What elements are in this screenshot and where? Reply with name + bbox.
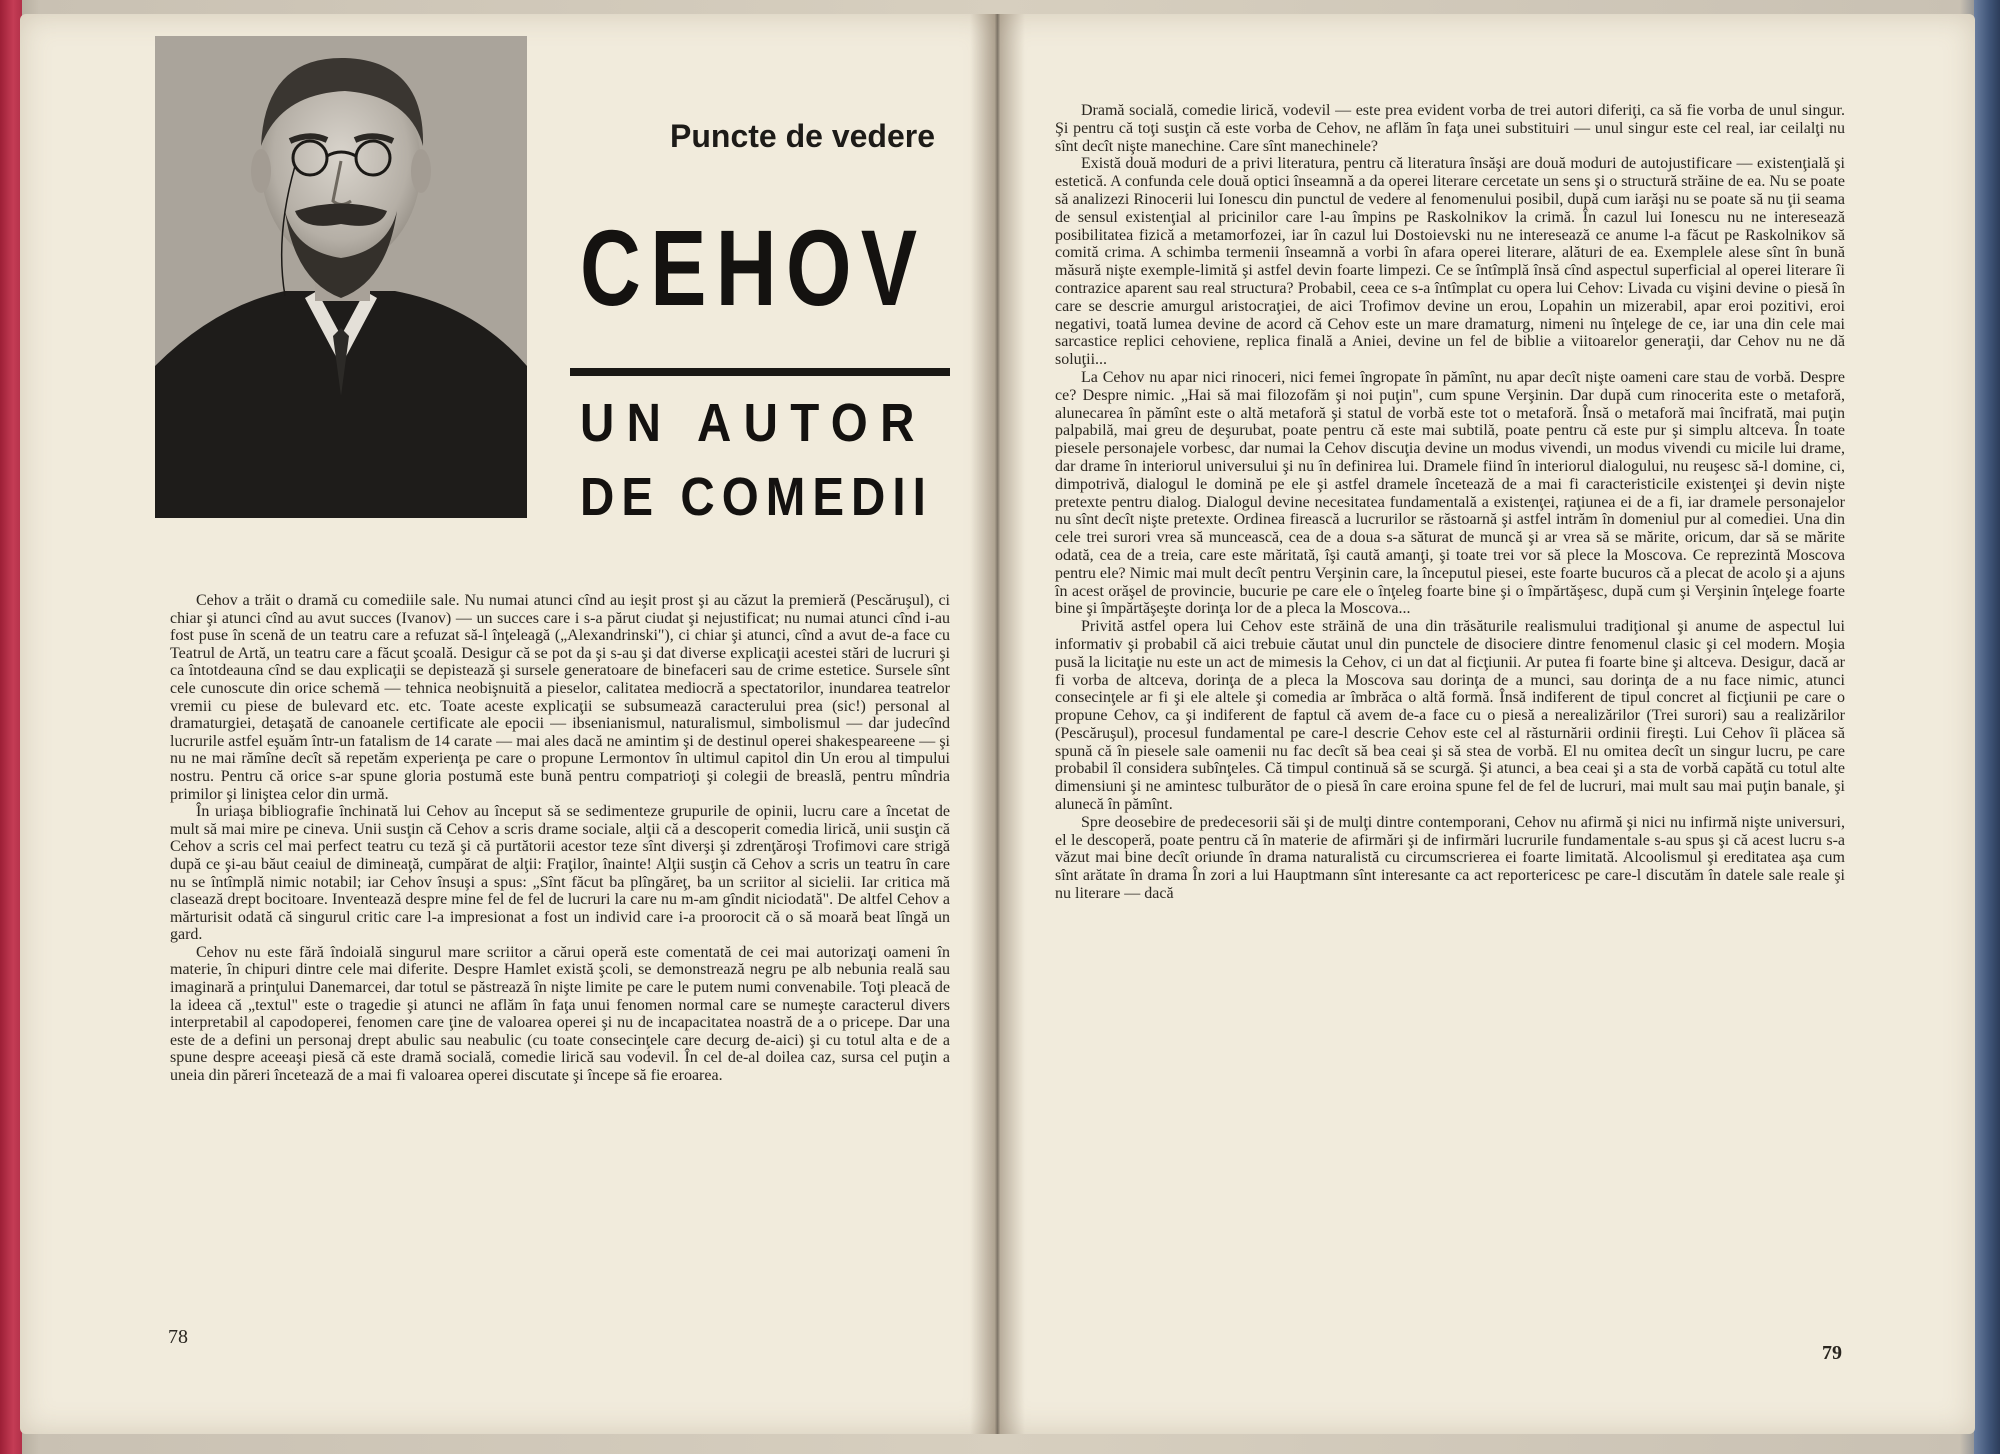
page-number-right: 79 bbox=[1822, 1342, 1842, 1364]
page-number-left: 78 bbox=[168, 1326, 188, 1348]
paragraph: Privită astfel opera lui Cehov este străină de una din trăsăturile realismului tradiţional şi anume de aspectul lui informativ şi probabil că aici trebuie căutat unul din punctele de disociere dintre fenomenul clasic şi cel modern. Moşia pusă la licitaţie nu este un act de mimesis la Cehov, ci un dat al ficţiunii. Ar putea fi foarte bine şi altceva. Desigur, dacă ar fi vorba de altceva, dorinţa de a pleca la Moscova sau dorinţa de a munci, sau dorinţa de a nu face nimic, atunci consecinţele ar fi şi ele altele şi comedia ar îmbrăca o altă formă. Însă indiferent de tipul concret al ficţiunii pe care o propune Cehov, ca şi indiferent de faptul că avem de-a face cu o piesă a nerealizărilor (Trei surori) sau a realizărilor (Pescăruşul), procesul fundamental pe care-l descrie Cehov este cel al răsturnării ordinii fireşti. Lui Cehov îi plăcea să spună că în piesele sale oamenii nu fac decît să bea ceai şi să stea de vorbă. El nu omitea decît un singur lucru, pe care probabil îl considera subînţeles. Că timpul continuă să se scurgă. Şi atunci, a bea ceai şi a sta de vorbă capătă cu totul alte dimensiuni şi ne amintesc tulburător de o piesă în care eroina spune fel de fel de lucruri, mai mult sau mai puţin banale, şi alunecă în pămînt. bbox=[1055, 618, 1845, 814]
paragraph: Cehov nu este fără îndoială singurul mare scriitor a cărui operă este comentată de cei mai autorizaţi oameni în materie, în chipuri dintre cele mai diferite. Despre Hamlet există şcoli, se demonstrează negru pe alb nebunia reală sau imaginară a prinţului Danemarcei, dar totul se păstrează în nişte limite pe care le putem numi convenabile. Toţi pleacă de la ideea că „textul" este o tragedie şi atunci ne aflăm în faţa unui fenomen normal care se numeşte caracterul divers interpretabil al capodoperei, fenomen care ţine de valoarea operei şi nu de incapacitatea noastră de a o pricepe. Dar una este de a defini un personaj drept abulic sau neabulic (cu toate consecinţele care decurg de-aici) şi cu totul alta e de a spune despre aceeaşi piesă că este dramă socială, comedie lirică sau vodevil. În cel de-al doilea caz, sursa cel puţin a uneia din păreri încetează de a mai fi valoarea operei discutate şi începe să fie eroarea. bbox=[170, 943, 950, 1085]
section-kicker: Puncte de vedere bbox=[670, 118, 935, 154]
paragraph: Dramă socială, comedie lirică, vodevil — este prea evident vorba de trei autori diferiţi, ca să fie vorba de unul singur. Şi pentru că toţi susţin că este vorba de Cehov, ne aflăm în faţa unei substituiri — unul singur este cel real, iar ceilalţi nu sînt decît nişte manechine. Care sînt manechinele? bbox=[1055, 102, 1845, 155]
author-portrait bbox=[155, 36, 527, 518]
subtitle-line-2: DE COMEDII bbox=[580, 467, 933, 527]
paragraph: În uriaşa bibliografie închinată lui Cehov au început să se sedimenteze grupurile de opinii, lucru care a încetat de mult să mai mire pe cineva. Unii susţin că Cehov a scris drame sociale, alţii că a descoperit comedia lirică, unii susţin că Cehov a scris cel mai perfect teatru cu teză şi că purtătorii acestor teze sînt diverşi şi zdrenţăroşi Trofimovi care strigă după ce şi-au băut ceaiul de dimineaţă, cumpărat de alţii: Fraţilor, înainte! Alţii susţin că Cehov a scris un teatru în care nu se întîmplă nimic notabil; iar Cehov însuşi a spus: „Sînt făcut ba plîngăreţ, ba un scriitor al sicielii. Iar critica mă clasează drept bocitoare. Inventează despre mine fel de fel de lucruri la care nu m-am gîndit niciodată". De altfel Cehov a mărturisit odată că singurul critic care l-a impresionat a fost un individ care i-a proorocit că o să moară beat lîngă un gard. bbox=[170, 803, 950, 944]
article-title: CEHOV bbox=[580, 207, 927, 328]
paragraph: Cehov a trăit o dramă cu comediile sale. Nu numai atunci cînd au ieşit prost şi au căzut la premieră (Pescăruşul), ci chiar şi atunci cînd au avut succes (Ivanov) — un succes care i s-a părut ciudat şi nejustificat; nu numai atunci cînd i-au fost puse în scenă de un teatru care a refuzat să-l înţeleagă („Alexandrinski"), ci chiar şi atunci, cînd a avut de-a face cu Teatrul de Artă, un teatru care a făcut şcoală. Desigur că se pot da şi s-au şi dat diverse explicaţii acestei stări de lucruri şi ca întotdeauna cînd se dau explicaţii se depistează şi sursele generatoare de binefaceri sau de crime estetice. Sursele sînt cele cunoscute din orice schemă — tehnica neobişnuită a pieselor, calitatea mediocră a spectatorilor, inundarea teatrelor vremii cu piese de bulevard etc. etc. Toate aceste explicaţii se subsumează caracterului prea (sic!) personal al dramaturgiei, detaşată de canoanele certificate ale epocii — ibsenianismul, naturalismul, simbolismul — dar judecînd lucrurile astfel eşuăm într-un fatalism de 14 carate — mai ales dacă ne amintim şi de destinul operei shakespeareene — şi nu ne mai rămîne decît să repetăm experienţa pe care o propune Lermontov în ultimul capitol din Un erou al timpului nostru. Pentru că orice s-ar spune gloria postumă este bună pentru compatrioţi şi colegii de breaslă, pentru mîndria primilor şi liniştea celor din urmă. bbox=[170, 592, 950, 803]
portrait-photo-icon bbox=[155, 36, 527, 518]
right-body-text bbox=[1055, 102, 1845, 903]
right-page bbox=[995, 14, 1975, 1434]
left-body-text bbox=[170, 592, 950, 1085]
book-cover-edge-left bbox=[0, 0, 22, 1454]
title-divider bbox=[570, 368, 950, 376]
left-page bbox=[20, 14, 995, 1434]
paragraph: Există două moduri de a privi literatura, pentru că literatura însăşi are două moduri de autojustificare — existenţială şi estetică. A confunda cele două optici înseamnă a da operei literare cercetate un sens şi o structură străine de ea. Nu se poate să analizezi Rinocerii lui Ionescu din punctul de vedere al fenomenului posibil, după cum iarăşi nu se poate să nu ţii seama de sensul existenţial al pricinilor care l-au împins pe Raskolnikov la crimă. În cazul lui Ionescu nu ne interesează posibilitatea fizică a metamorfozei, iar în cazul lui Dostoievski nu ne interesează ce anume l-a făcut pe Raskolnikov să comită crima. A schimba termenii înseamnă a vorbi în afara operei literare, alături de ea. Exemplele alese sînt în bună măsură nişte exemple-limită şi astfel devin foarte limpezi. Ce se întîmplă însă cînd aspectul superficial al operei literare îi contrazice aparent sau real structura? Probabil, ceea ce s-a întîmplat cu opera lui Cehov: Livada cu vişini devine o piesă în care se descrie amurgul aristocraţiei, de aici Trofimov devine un erou, Lopahin un mizerabil, apar eroi pozitivi, eroi negativi, toată lumea devine de acord că Cehov este un mare dramaturg, nimeni nu înţelege de ce, iar una din cele mai sarcastice replici cehoviene, replica finală a Aniei, devine un fel de biblie a viitoarelor generaţii, dar Cehov nu ne dă soluţii... bbox=[1055, 155, 1845, 369]
paragraph: Spre deosebire de predecesorii săi şi de mulţi dintre contemporani, Cehov nu afirmă şi nici nu infirmă nişte universuri, el le descoperă, poate pentru că în materie de afirmări şi de infirmări lucrurile fundamentale s-au spus şi că acest lucru s-a văzut mai bine decît oriunde în drama naturalistă cu circumscrierea ei foarte limitată. Alcoolismul şi ereditatea aşa cum sînt arătate în drama În zori a lui Hauptmann sînt interesante ca act reportericesc pe care-l discutăm în datele sale reale şi nu literare — dacă bbox=[1055, 813, 1845, 903]
book-cover-edge-right bbox=[1974, 0, 2000, 1454]
subtitle-line-1: UN AUTOR bbox=[580, 393, 927, 453]
paragraph: La Cehov nu apar nici rinoceri, nici femei îngropate în pămînt, nu apar decît nişte oameni care stau de vorbă. Despre ce? Despre nimic. „Hai să mai filozofăm şi noi puţin", cum spune Verşinin. Dar după cum rinocerita este o metaforă, alunecarea în pămînt este o altă metaforă şi statul de vorbă este tot o metaforă. Însă o metaforă mai încifrată, mai puţin palpabilă, mai greu de deşurubat, poate pentru că este mai subtilă, poate pentru că este pur şi simplu altceva. În toate piesele personajele vorbesc, dar numai la Cehov discuţia devine un modus vivendi, un modus vivendi cu micile lui drame, dar drame în interiorul universului şi nu în definirea lui. Dramele fiind în interiorul dialogului, nu reuşesc să-l domine, ci, dimpotrivă, dialogul le domină pe ele şi astfel dramele încetează de a mai fi caracteristicile existenţei şi devin nişte pretexte pentru dialog. Dialogul devine necesitatea fundamentală a existenţei, raţiunea ei de a fi, iar dramele personajelor nu sînt decît nişte pretexte. Ordinea firească a lucrurilor se răstoarnă şi astfel intrăm în domeniul pur al comediei. Una din cele trei surori vrea să muncească, cea de a doua s-a săturat de muncă şi ar vrea să se mărite, oricum, dar să se mărite odată, cea de a treia, care este măritată, îşi caută amanţi, şi toate trei vor să plece la Moscova. Ce reprezintă Moscova pentru ele? Nimic mai mult decît pentru Verşinin care, la începutul piesei, este foarte bucuros că a plecat de acolo şi a ajuns în acest orăşel de provincie, bucurie pe care ele o înţeleg foarte bine şi o împărtăşesc, după cum şi Verşinin înţelege foarte bine şi împărtăşeşte dorinţa lor de a pleca la Moscova... bbox=[1055, 368, 1845, 618]
article-subtitle bbox=[580, 386, 933, 534]
